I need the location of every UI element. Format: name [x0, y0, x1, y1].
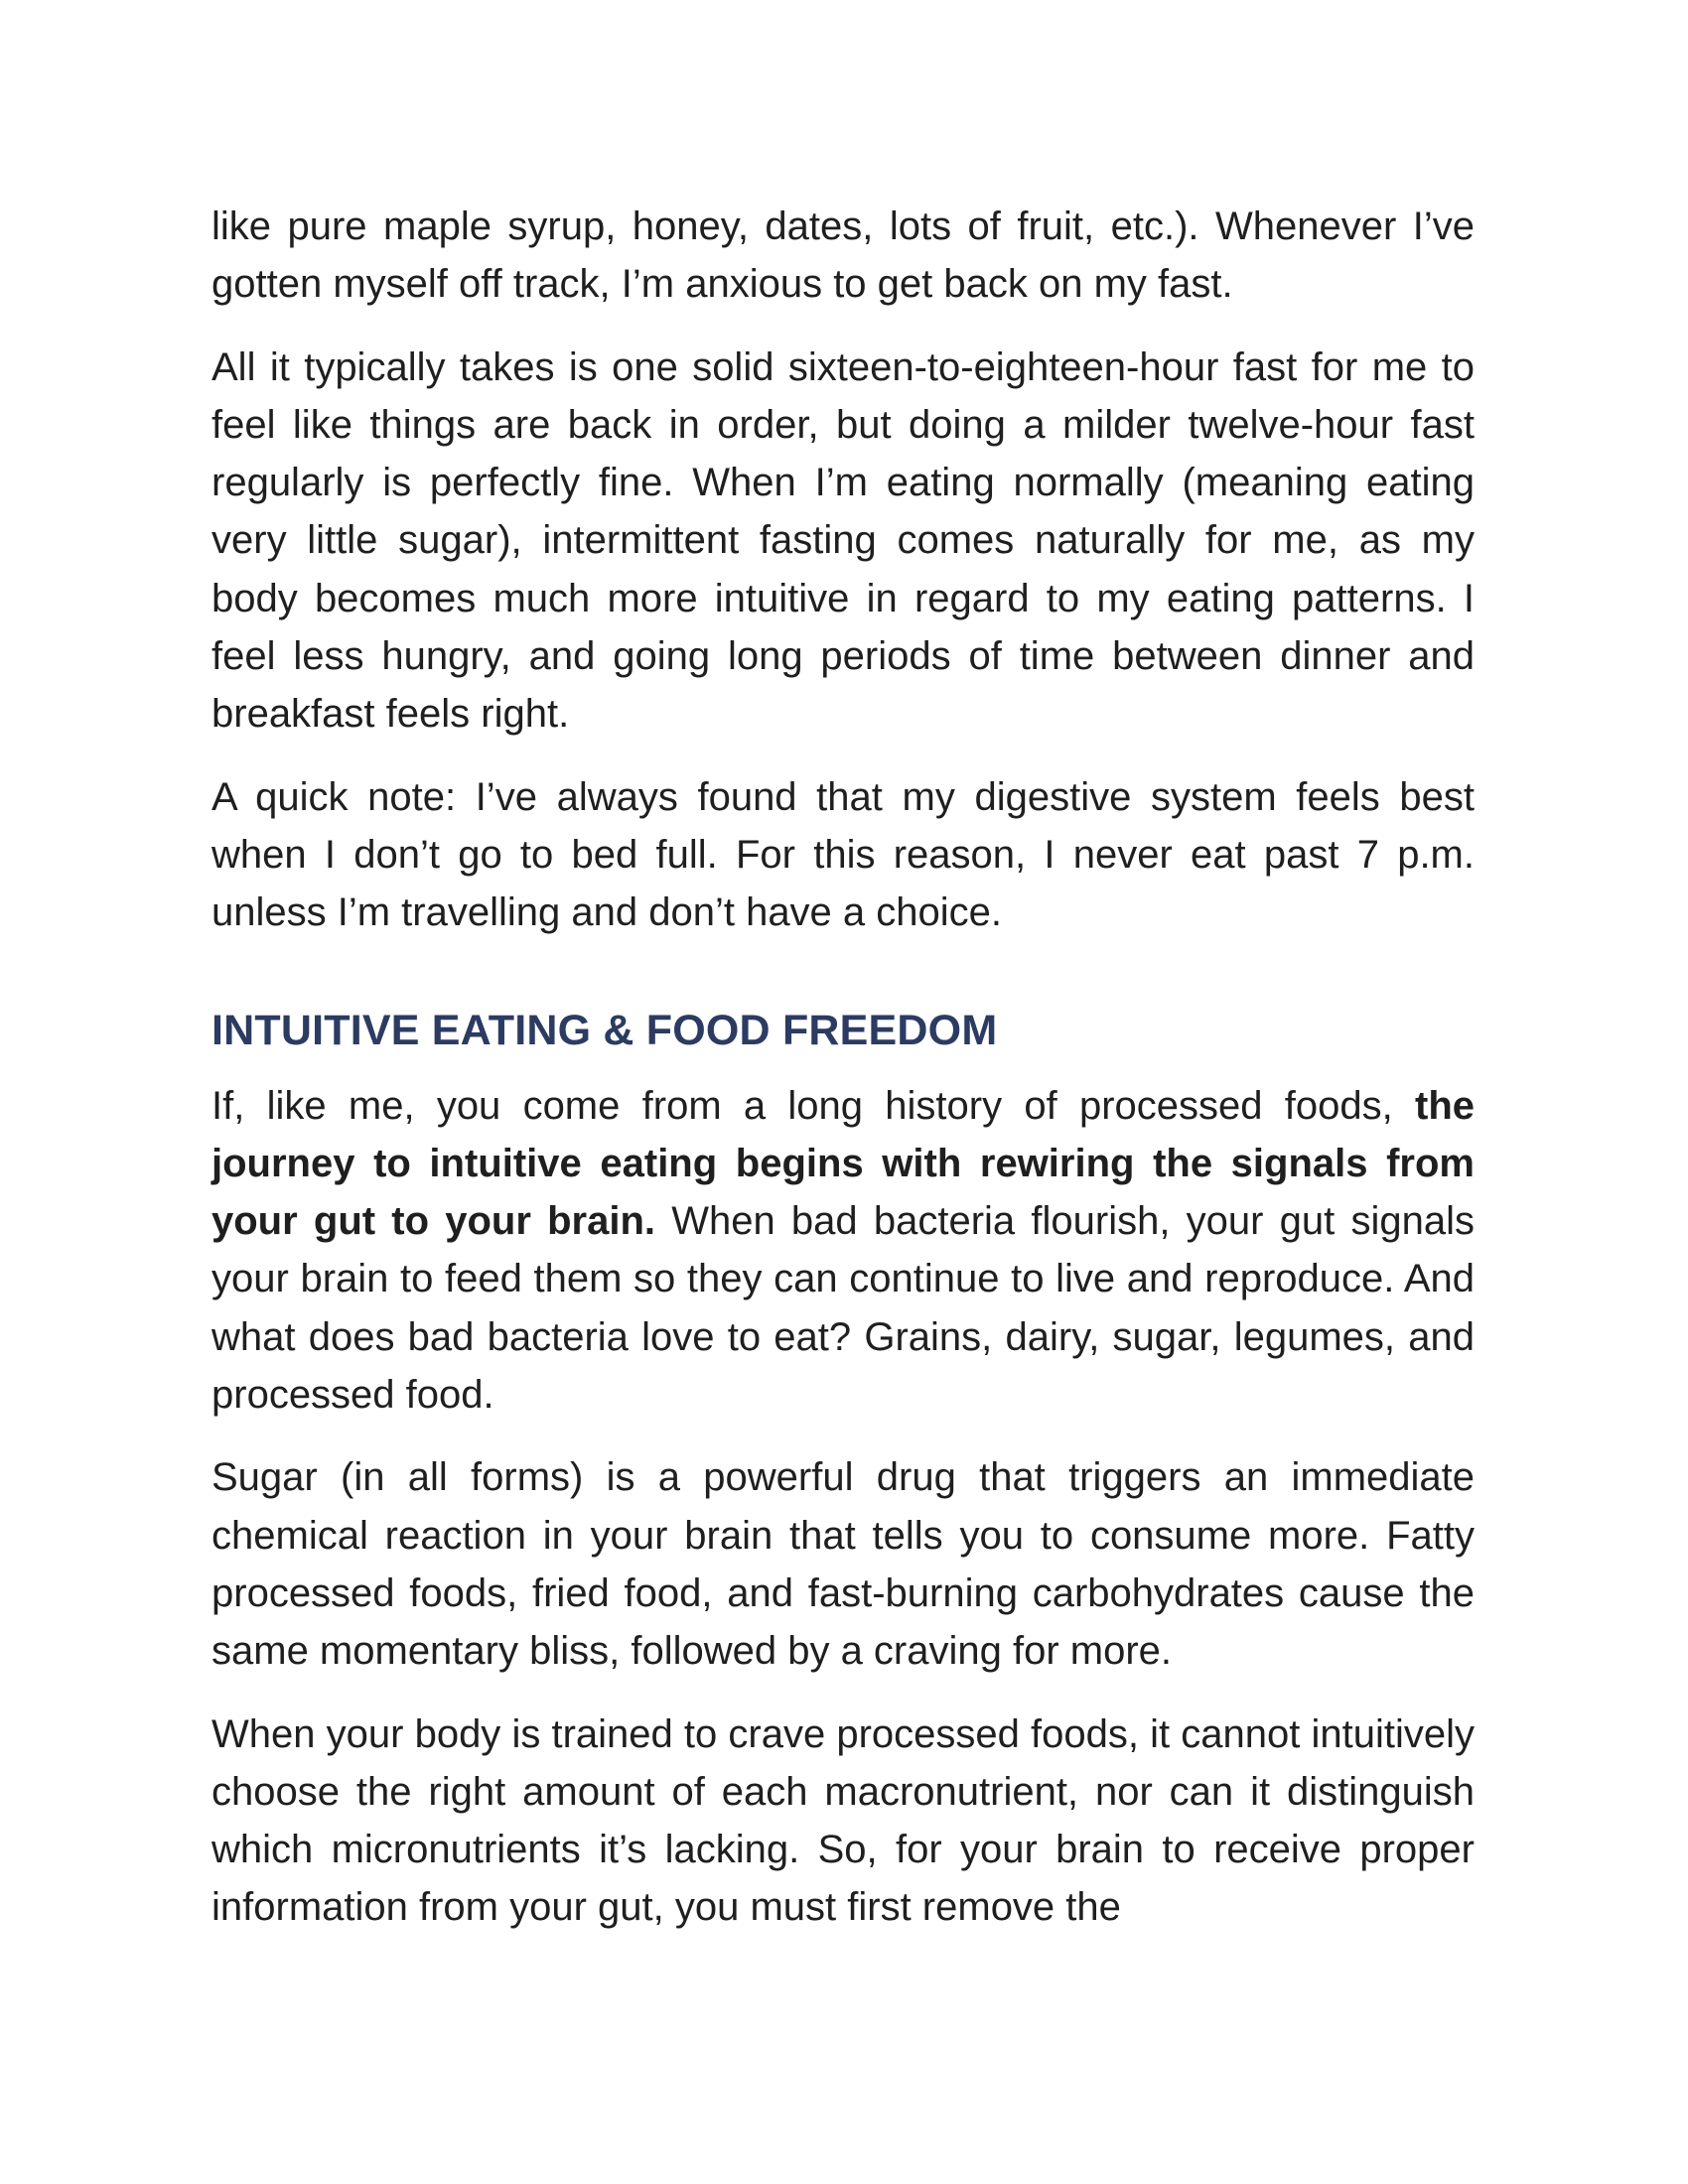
body-paragraph: A quick note: I’ve always found that my digestive system feels best when I don’t go to bed full. For this reason, I never eat past 7 p.m. unless I’m travelling and don’t have a choice. [211, 774, 1475, 935]
body-paragraph [211, 1077, 1475, 1425]
body-paragraph: Sugar (in all forms) is a powerful drug that triggers an immediate chemical reaction in your brain that tells you to consume more. Fatty processed foods, fried food, and fast-burning carbohydrates cause the same momentary bliss, followed by a craving for more. [211, 1455, 1475, 1674]
body-paragraph: All it typically takes is one solid sixteen-to-eighteen-hour fast for me to feel like things are back in order, but doing a milder twelve-hour fast regularly is perfectly fine. When I’m eating normally (meaning eating very little sugar), intermittent fasting comes naturally for me, as my body becomes much more intuitive in regard to my eating patterns. I feel less hungry, and going long periods of time between dinner and breakfast feels right. [211, 344, 1475, 737]
paragraph-rest-text: When bad bacteria flourish, your gut signals your brain to feed them so they can continue to live and reproduce. And what does bad bacteria love to eat? Grains, dairy, sugar, legumes, and processed food. [211, 1199, 1475, 1418]
body-paragraph: When your body is trained to crave processed foods, it cannot intuitively choose the right amount of each macronutrient, nor can it distinguish which micronutrients it’s lacking. So, for your brain to receive proper information from your gut, you must first remove the [211, 1711, 1475, 1930]
paragraph-lead-text: If, like me, you come from a long history of processed foods, [211, 1083, 1415, 1128]
paragraph-bold-text: the journey to intuitive eating begins with rewiring the signals from your gut to your brain. [211, 1083, 1475, 1244]
document-page [211, 198, 1475, 1962]
section-heading: INTUITIVE EATING & FOOD FREEDOM [211, 1006, 998, 1054]
body-paragraph: like pure maple syrup, honey, dates, lots of fruit, etc.). Whenever I’ve gotten myself off track, I’m anxious to get back on my fast. [211, 205, 1475, 307]
